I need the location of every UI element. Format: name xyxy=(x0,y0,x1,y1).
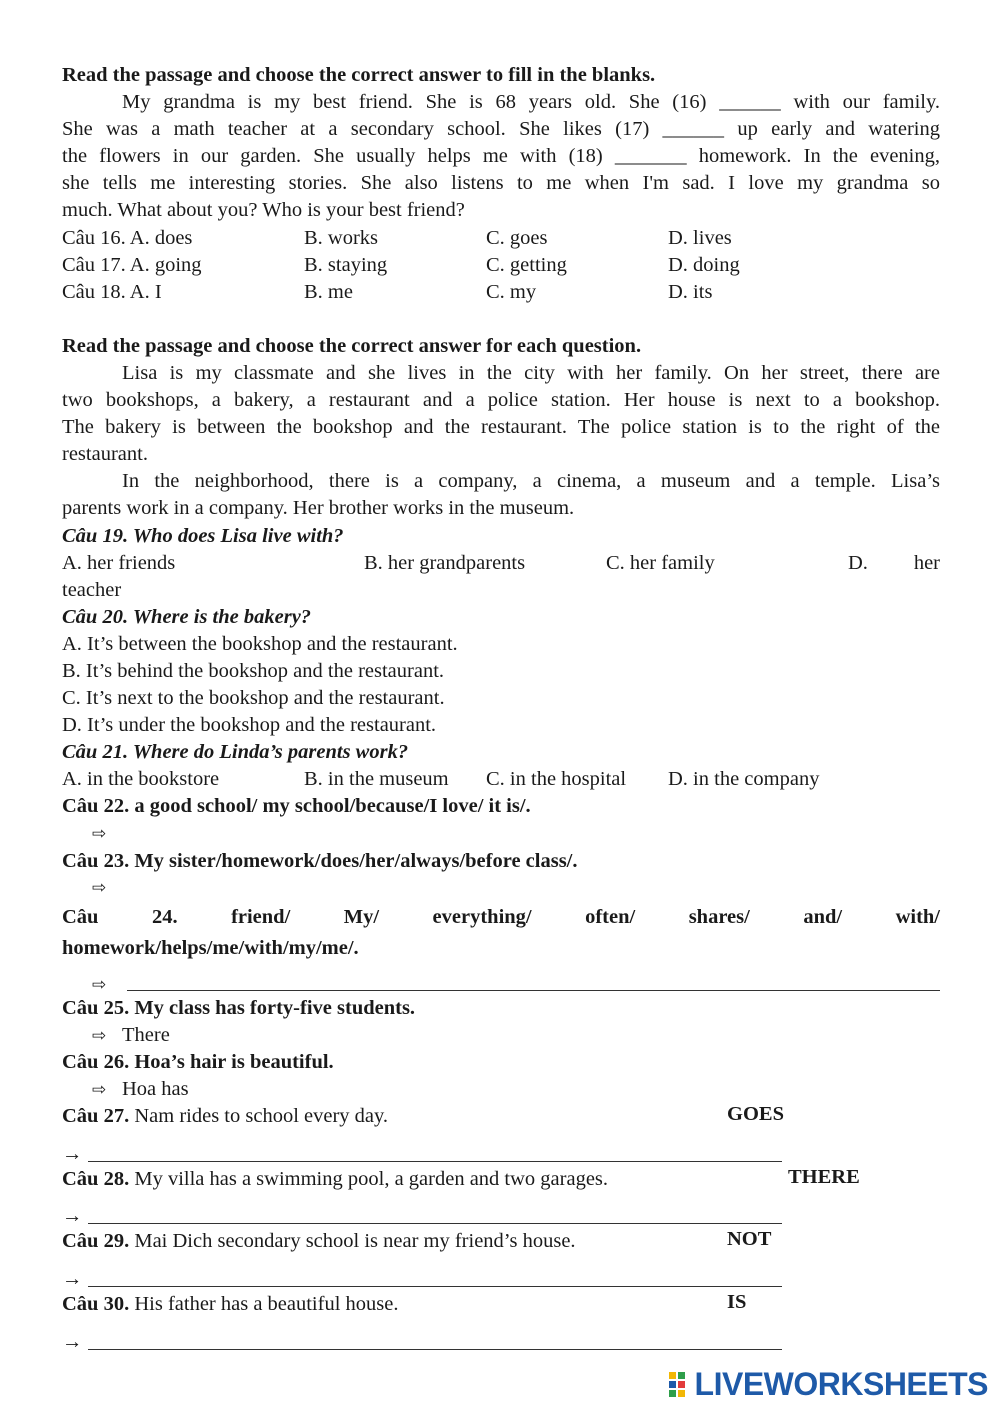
worksheet-page xyxy=(62,62,940,1354)
q29-block xyxy=(62,1228,940,1291)
passage2-line-2: two bookshops, a bakery, a restaurant and a police station. Her house is next to a bookshop. xyxy=(62,389,940,412)
q26-answer[interactable] xyxy=(62,1076,940,1103)
q20-option-b[interactable]: B. It’s behind the bookshop and the restaurant. xyxy=(62,659,445,682)
answer-arrow-icon: → xyxy=(62,1267,83,1290)
q27-answer-line[interactable] xyxy=(88,1143,782,1162)
q27-prompt xyxy=(62,1103,940,1130)
passage1-line-1: My grandma is my best friend. She is 68 years old. She (16) ______ with our family. xyxy=(122,91,940,114)
q23-prompt: Câu 23. My sister/homework/does/her/always/before class/. xyxy=(62,849,578,872)
section1-heading: Read the passage and choose the correct answer to fill in the blanks. xyxy=(62,64,656,86)
q16-option-b[interactable]: B. works xyxy=(304,226,379,249)
passage1-line-4: she tells me interesting stories. She also listens to me when I'm sad. I love my grandma so xyxy=(62,172,940,195)
question-16 xyxy=(62,225,940,252)
q22-answer[interactable] xyxy=(62,821,940,848)
q18-option-b[interactable]: B. me xyxy=(304,280,353,303)
q30-number: Câu 30. xyxy=(62,1292,130,1315)
arrow-icon: ⇨ xyxy=(92,1080,107,1101)
section2-heading: Read the passage and choose the correct answer for each question. xyxy=(62,334,642,357)
q19-options xyxy=(62,550,940,577)
q24-word: shares/ xyxy=(688,905,750,928)
q27-keyword: GOES xyxy=(727,1103,784,1126)
q30-block xyxy=(62,1291,940,1354)
q20-title: Câu 20. Where is the bakery? xyxy=(62,605,312,628)
q30-prompt xyxy=(62,1291,940,1318)
answer-arrow-icon: → xyxy=(62,1205,83,1228)
q28-block xyxy=(62,1166,940,1229)
q19-option-d-cont[interactable]: teacher xyxy=(62,578,122,601)
arrow-icon: ⇨ xyxy=(92,823,107,844)
q29-answer-line[interactable] xyxy=(88,1268,782,1287)
q24-word: Câu xyxy=(62,905,99,928)
question-18 xyxy=(62,279,940,306)
q24-word: My/ xyxy=(343,905,380,928)
answer-arrow-icon: → xyxy=(62,1330,83,1353)
passage2-line-1: Lisa is my classmate and she lives in the city with her family. On her street, there are xyxy=(122,361,940,384)
q29-text: Mai Dich secondary school is near my friend’s house. xyxy=(129,1230,576,1253)
q28-answer[interactable] xyxy=(62,1193,940,1229)
q18-option-c[interactable]: C. my xyxy=(486,280,537,303)
q17-option-b[interactable]: B. staying xyxy=(304,253,388,276)
q29-answer[interactable] xyxy=(62,1255,940,1291)
q24-word: 24. xyxy=(151,905,178,928)
q25-prompt: Câu 25. My class has forty-five students. xyxy=(62,996,416,1019)
q22-prompt: Câu 22. a good school/ my school/because/I love/ it is/. xyxy=(62,795,531,818)
q21-option-d[interactable]: D. in the company xyxy=(668,768,820,791)
passage2-line-3: The bakery is between the bookshop and the restaurant. The police station is to the right of the xyxy=(62,416,940,439)
q20-option-c[interactable]: C. It’s next to the bookshop and the restaurant. xyxy=(62,687,445,710)
q24-prompt-line1 xyxy=(62,902,940,933)
q21-option-a[interactable]: A. in the bookstore xyxy=(62,768,220,791)
liveworksheets-logo[interactable] xyxy=(669,1366,988,1403)
q19-option-b[interactable]: B. her grandparents xyxy=(364,551,526,574)
arrow-icon: ⇨ xyxy=(92,974,107,995)
q17-option-c[interactable]: C. getting xyxy=(486,253,567,276)
q21-title: Câu 21. Where do Linda’s parents work? xyxy=(62,741,409,764)
q16-option-d[interactable]: D. lives xyxy=(668,226,732,249)
q19-option-d-text[interactable]: her xyxy=(913,551,940,574)
q21-options xyxy=(62,766,940,793)
q18-option-d[interactable]: D. its xyxy=(668,280,713,303)
q16-option-c[interactable]: C. goes xyxy=(486,226,548,249)
q19-option-a[interactable]: A. her friends xyxy=(62,551,176,574)
q30-text: His father has a beautiful house. xyxy=(129,1292,399,1315)
passage2-line-4: restaurant. xyxy=(62,443,148,466)
q16-option-a[interactable]: Câu 16. A. does xyxy=(62,226,193,249)
q18-option-a[interactable]: Câu 18. A. I xyxy=(62,280,162,303)
q17-option-a[interactable]: Câu 17. A. going xyxy=(62,253,202,276)
q24-word: often/ xyxy=(585,905,636,928)
q21-option-b[interactable]: B. in the museum xyxy=(304,768,449,791)
q21-option-c[interactable]: C. in the hospital xyxy=(486,768,627,791)
q19-option-d-label[interactable]: D. xyxy=(848,551,868,574)
q27-text: Nam rides to school every day. xyxy=(129,1105,389,1128)
passage1-line-3: the flowers in our garden. She usually helps me with (18) _______ homework. In the evening, xyxy=(62,145,940,168)
q28-answer-line[interactable] xyxy=(88,1205,782,1224)
q24-answer-line[interactable] xyxy=(127,972,940,991)
passage1-line-2: She was a math teacher at a secondary school. She likes (17) ______ up early and watering xyxy=(62,118,940,141)
q28-keyword: THERE xyxy=(788,1165,860,1188)
question-17 xyxy=(62,252,940,279)
arrow-icon: ⇨ xyxy=(92,1025,107,1046)
q24-word: friend/ xyxy=(231,905,291,928)
q29-prompt xyxy=(62,1228,940,1255)
q24-prompt-line2: homework/helps/me/with/my/me/. xyxy=(62,936,359,959)
q26-starter: Hoa has xyxy=(122,1078,189,1101)
q26-prompt: Câu 26. Hoa’s hair is beautiful. xyxy=(62,1051,334,1073)
passage1-line-5: much. What about you? Who is your best friend? xyxy=(62,199,465,222)
q27-number: Câu 27. xyxy=(62,1105,130,1128)
q20-option-a[interactable]: A. It’s between the bookshop and the restaurant. xyxy=(62,632,458,655)
q25-starter: There xyxy=(122,1023,170,1046)
section-spacer xyxy=(62,306,940,333)
arrow-icon: ⇨ xyxy=(92,877,107,898)
q27-answer[interactable] xyxy=(62,1130,940,1166)
q24-word: and/ xyxy=(803,905,843,928)
q30-keyword: IS xyxy=(727,1290,747,1313)
logo-text: LIVEWORKSHEETS xyxy=(694,1366,988,1402)
q24-answer[interactable] xyxy=(62,964,940,995)
q30-answer-line[interactable] xyxy=(88,1331,782,1350)
q28-text: My villa has a swimming pool, a garden and two garages. xyxy=(129,1167,609,1190)
q19-option-c[interactable]: C. her family xyxy=(606,551,715,574)
passage2-line-5: In the neighborhood, there is a company, a cinema, a museum and a temple. Lisa’s xyxy=(122,470,940,493)
q29-number: Câu 29. xyxy=(62,1230,130,1253)
q24-word: with/ xyxy=(895,905,940,928)
q25-answer[interactable] xyxy=(62,1022,940,1049)
logo-grid-icon xyxy=(669,1372,695,1398)
q27-block xyxy=(62,1103,940,1166)
q30-answer[interactable] xyxy=(62,1318,940,1354)
q19-title: Câu 19. Who does Lisa live with? xyxy=(62,524,344,547)
passage2-line-6: parents work in a company. Her brother works in the museum. xyxy=(62,497,575,520)
q20-option-d[interactable]: D. It’s under the bookshop and the restaurant. xyxy=(62,714,437,737)
q24-word: everything/ xyxy=(432,905,532,928)
q23-answer[interactable] xyxy=(62,875,940,902)
q28-number: Câu 28. xyxy=(62,1167,130,1190)
q17-option-d[interactable]: D. doing xyxy=(668,253,740,276)
q29-keyword: NOT xyxy=(727,1228,772,1251)
answer-arrow-icon: → xyxy=(62,1142,83,1165)
